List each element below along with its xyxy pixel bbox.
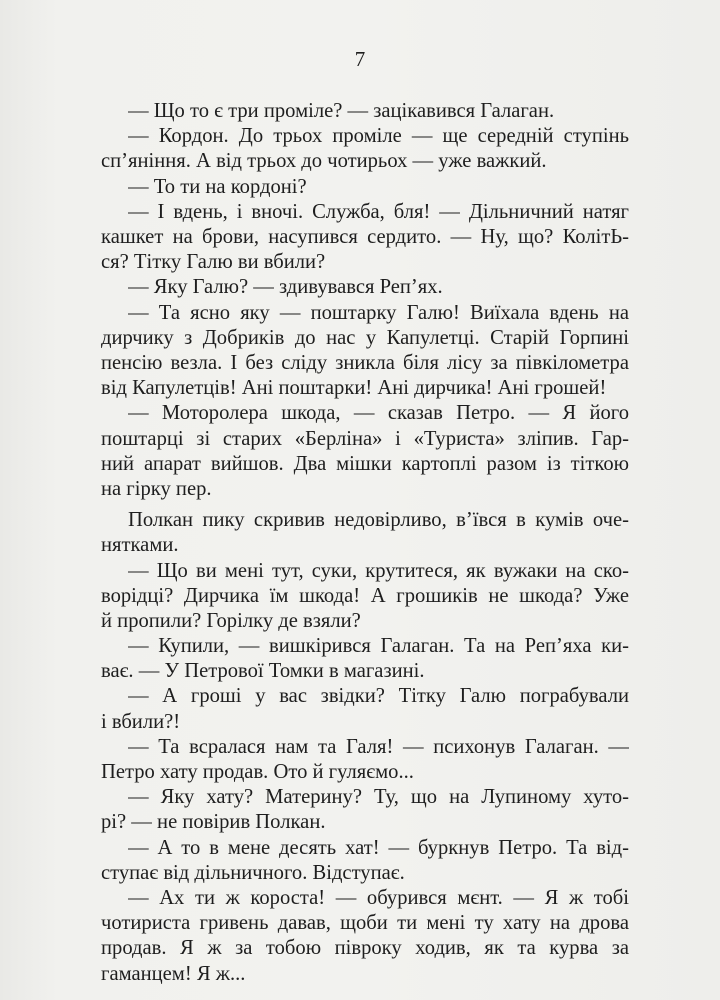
paragraph bbox=[101, 508, 629, 558]
text-line: — Яку Галю? — здивувався Реп’ях. bbox=[128, 276, 443, 299]
text-line: — І вдень, і вночі. Служба, бля! — Дільничний натяг bbox=[128, 200, 629, 223]
paragraph bbox=[128, 99, 629, 124]
text-line: й пропили? Горілку де взяли? bbox=[101, 609, 361, 632]
paragraph bbox=[101, 836, 629, 886]
text-line: — То ти на кордоні? bbox=[128, 175, 307, 198]
text-line: — А то в мене десять хат! — буркнув Петро. Та від- bbox=[128, 836, 629, 859]
text-line: на гірку пер. bbox=[101, 477, 212, 500]
text-line: — Та всралася нам та Галя! — психонув Галаган. — bbox=[128, 735, 629, 758]
text-line: сп’яніння. А від трьох до чотирьох — уже важкий. bbox=[101, 150, 547, 173]
text-line: ворідці? Дирчика їм шкода! А грошиків не шкода? Уже bbox=[101, 584, 629, 607]
paragraph bbox=[101, 200, 629, 276]
text-line: — Купили, — вишкірився Галаган. Та на Реп’яха ки- bbox=[128, 635, 629, 658]
text-line: — Що то є три проміле? — зацікавився Галаган. bbox=[128, 100, 555, 122]
text-line: ний апарат вийшов. Два мішки картоплі разом із тіткою bbox=[101, 452, 629, 475]
paragraph bbox=[101, 559, 629, 635]
text-line: гаманцем! Я ж... bbox=[101, 962, 246, 985]
text-line: — Яку хату? Материну? Ту, що на Лупиному хуто- bbox=[128, 786, 629, 809]
text-line: ває. — У Петрової Томки в магазині. bbox=[101, 660, 425, 683]
paragraph bbox=[128, 275, 629, 300]
text-line: нятками. bbox=[101, 534, 179, 557]
paragraph bbox=[128, 175, 629, 200]
text-line: чотириста гривень давав, щоби ти мені ту хату на дрова bbox=[101, 912, 629, 935]
text-line: ступає від дільничного. Відступає. bbox=[101, 861, 405, 884]
paragraph bbox=[101, 634, 629, 684]
text-line: — Що ви мені тут, суки, крутитеся, як вужаки на ско- bbox=[128, 559, 629, 582]
text-line: і вбили?! bbox=[101, 710, 181, 733]
paragraph bbox=[101, 735, 629, 785]
paragraph bbox=[101, 785, 629, 835]
text-line: Петро хату продав. Ото й гуляємо... bbox=[101, 761, 414, 784]
text-line: — Та ясно яку — поштарку Галю! Виїхала вдень на bbox=[128, 301, 629, 324]
text-line: Полкан пику скривив недовірливо, в’ївся в кумів оче- bbox=[128, 509, 629, 532]
text-line: продав. Я ж за тобою півроку ходив, як та курва за bbox=[101, 937, 629, 960]
text-line: — Ах ти ж короста! — обурився мєнт. — Я ж тобі bbox=[128, 887, 629, 910]
paragraph bbox=[101, 124, 629, 174]
paragraph bbox=[101, 684, 629, 734]
text-line: — А гроші у вас звідки? Тітку Галю пограбували bbox=[128, 685, 629, 708]
text-line: дирчику з Добриків до нас у Капулетці. Старій Горпині bbox=[101, 326, 629, 349]
paragraph bbox=[101, 301, 629, 402]
text-line: поштарці зі старих «Берліна» і «Туриста» зліпив. Гар- bbox=[101, 427, 629, 450]
text-line: від Капулетців! Ані поштарки! Ані дирчика! Ані грошей! bbox=[101, 377, 607, 400]
paragraph bbox=[101, 886, 629, 987]
text-line: — Моторолера шкода, — сказав Петро. — Я його bbox=[128, 402, 629, 425]
text-line: — Кордон. До трьох проміле — ще середній ступінь bbox=[128, 125, 629, 148]
text-line: рі? — не повірив Полкан. bbox=[101, 811, 326, 834]
text-line: кашкет на брови, насупився сердито. — Ну, що? КолітЬ- bbox=[101, 225, 629, 248]
text-line: ся? Тітку Галю ви вбили? bbox=[101, 251, 326, 274]
page-number: 7 bbox=[354, 47, 366, 71]
text-line: пенсію везла. І без сліду зникла біля лісу за півкілометра bbox=[101, 351, 629, 374]
body-text bbox=[101, 99, 629, 987]
paragraph bbox=[101, 401, 629, 502]
